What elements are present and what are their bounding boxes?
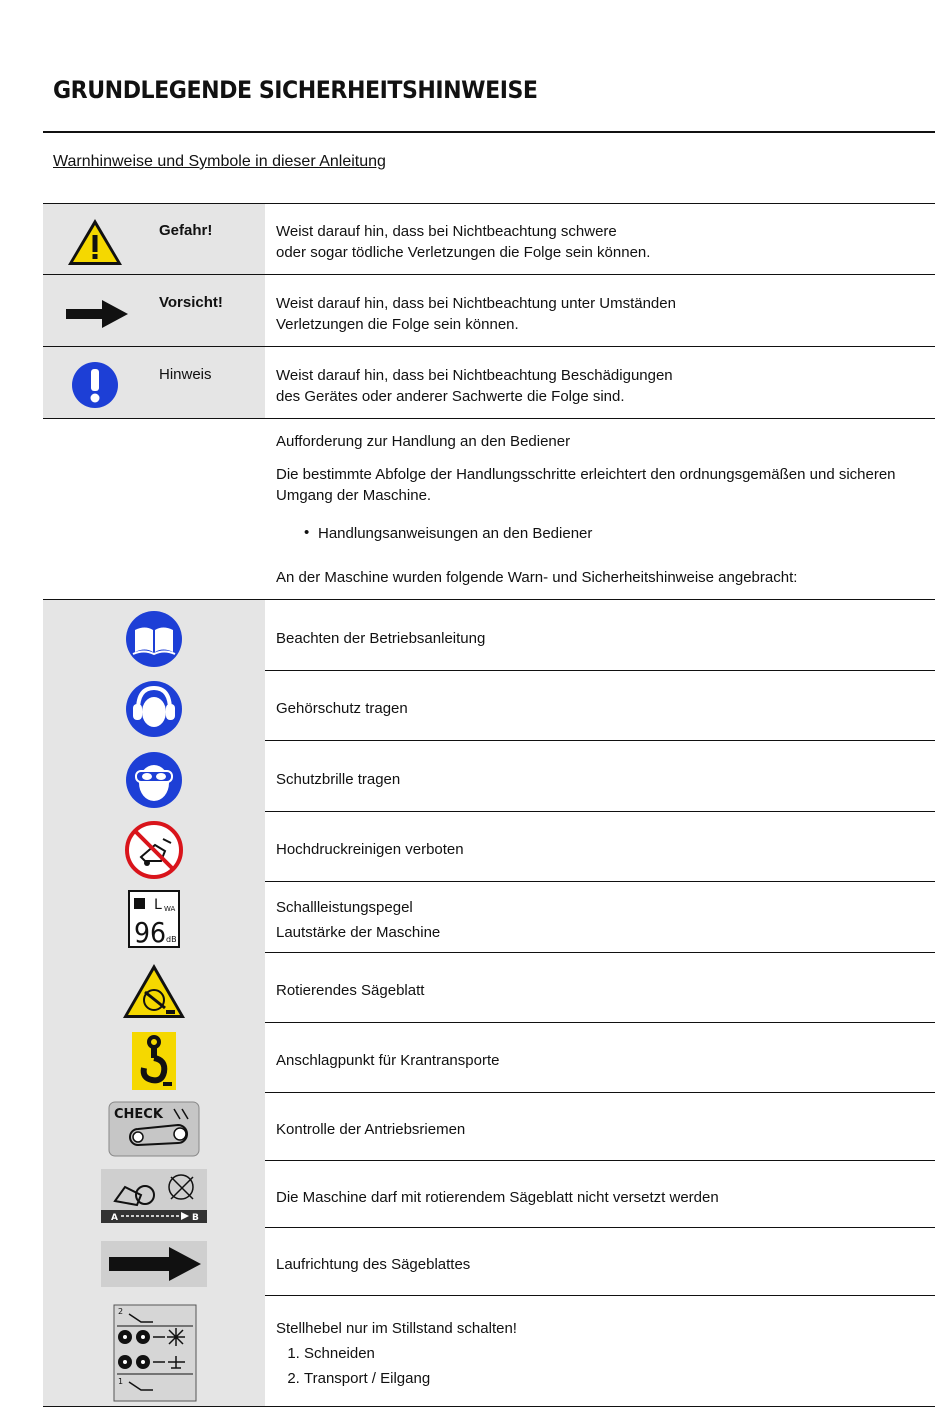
section-subtitle: Warnhinweise und Symbole in dieser Anleitung [53, 153, 386, 170]
symbol-text: Anschlagpunkt für Krantransporte [276, 1052, 500, 1069]
table-rule [265, 740, 935, 741]
check-belt-icon [108, 1101, 200, 1157]
table-rule [265, 670, 935, 671]
warning-text-line: Verletzungen die Folge sein können. [276, 316, 519, 333]
symbol-text: Schutzbrille tragen [276, 771, 401, 788]
manual-book-icon [125, 610, 183, 668]
lever-step: 2. Transport / Eilgang [304, 1368, 430, 1389]
position-a-label: A [111, 1213, 118, 1223]
position-b-label: B [192, 1213, 199, 1223]
check-label: CHECK [114, 1107, 163, 1122]
exclamation-circle-icon [71, 361, 119, 409]
symbols-intro: An der Maschine wurden folgende Warn- und Sicherheitshinweise angebracht: [276, 569, 798, 586]
lever-positions-icon [113, 1304, 197, 1402]
safety-goggles-icon [125, 751, 183, 809]
instruction-heading: Aufforderung zur Handlung an den Bediener [276, 433, 571, 450]
warning-label-note: Hinweis [159, 366, 212, 383]
db-unit: dB [166, 935, 177, 944]
symbol-text: Kontrolle der Antriebsriemen [276, 1121, 466, 1138]
db-value: 96 [134, 916, 167, 948]
symbol-text: Beachten der Betriebsanleitung [276, 630, 486, 647]
symbol-text: Schallleistungspegel [276, 899, 413, 916]
table-rule [43, 418, 935, 419]
instruction-paragraph: Die bestimmte Abfolge der Handlungsschritte erleichtert den ordnungsgemäßen und sicheren Umgang der Maschine. [276, 466, 896, 504]
symbol-text: Laufrichtung des Sägeblattes [276, 1256, 471, 1273]
warning-triangle-icon [66, 217, 124, 267]
no-pressure-washing-icon [125, 821, 183, 879]
warning-text-line: des Gerätes oder anderer Sachwerte die Folge sind. [276, 388, 625, 405]
page-title: GRUNDLEGENDE SICHERHEITSHINWEISE [53, 76, 538, 104]
lwa-subscript: WA [164, 905, 176, 913]
bullet-marker: • [304, 524, 310, 541]
lwa-label: L [154, 897, 162, 913]
title-rule [43, 131, 935, 133]
table-rule [265, 881, 935, 882]
rotating-blade-warning-icon [121, 962, 187, 1020]
warning-label-caution: Vorsicht! [159, 294, 223, 311]
warning-text-line: Weist darauf hin, dass bei Nichtbeachtung Beschädigungen [276, 367, 673, 384]
table-rule [265, 1022, 935, 1023]
crane-hook-icon [132, 1032, 176, 1090]
instruction-bullet: Handlungsanweisungen an den Bediener [318, 525, 593, 542]
table-rule [265, 1227, 935, 1228]
warning-text-line: Weist darauf hin, dass bei Nichtbeachtung unter Umständen [276, 295, 676, 312]
symbol-text: Rotierendes Sägeblatt [276, 982, 425, 999]
sound-power-level-icon [128, 890, 180, 948]
warning-text-line: Weist darauf hin, dass bei Nichtbeachtung schwere [276, 223, 617, 240]
lever-position-1: 1 [118, 1377, 124, 1386]
symbol-text: Gehörschutz tragen [276, 700, 408, 717]
blade-direction-arrow-icon [101, 1241, 207, 1287]
symbol-text: Hochdruckreinigen verboten [276, 841, 464, 858]
no-move-while-rotating-icon [101, 1169, 207, 1223]
table-rule [43, 1406, 935, 1407]
ear-protection-icon [125, 680, 183, 738]
lever-steps [276, 1343, 430, 1389]
symbol-text: Stellhebel nur im Stillstand schalten! [276, 1320, 517, 1337]
table-rule [265, 1295, 935, 1296]
warning-label-danger: Gefahr! [159, 222, 213, 239]
table-rule [265, 1160, 935, 1161]
arrow-right-icon [66, 300, 128, 328]
lever-position-2: 2 [118, 1307, 124, 1316]
symbol-text: Lautstärke der Maschine [276, 924, 441, 941]
table-rule [265, 1092, 935, 1093]
table-rule [265, 811, 935, 812]
table-rule [265, 952, 935, 953]
lever-step: 1. Schneiden [304, 1343, 430, 1364]
symbol-text: Die Maschine darf mit rotierendem Sägeblatt nicht versetzt werden [276, 1189, 719, 1206]
warning-text-line: oder sogar tödliche Verletzungen die Folge sein können. [276, 244, 651, 261]
